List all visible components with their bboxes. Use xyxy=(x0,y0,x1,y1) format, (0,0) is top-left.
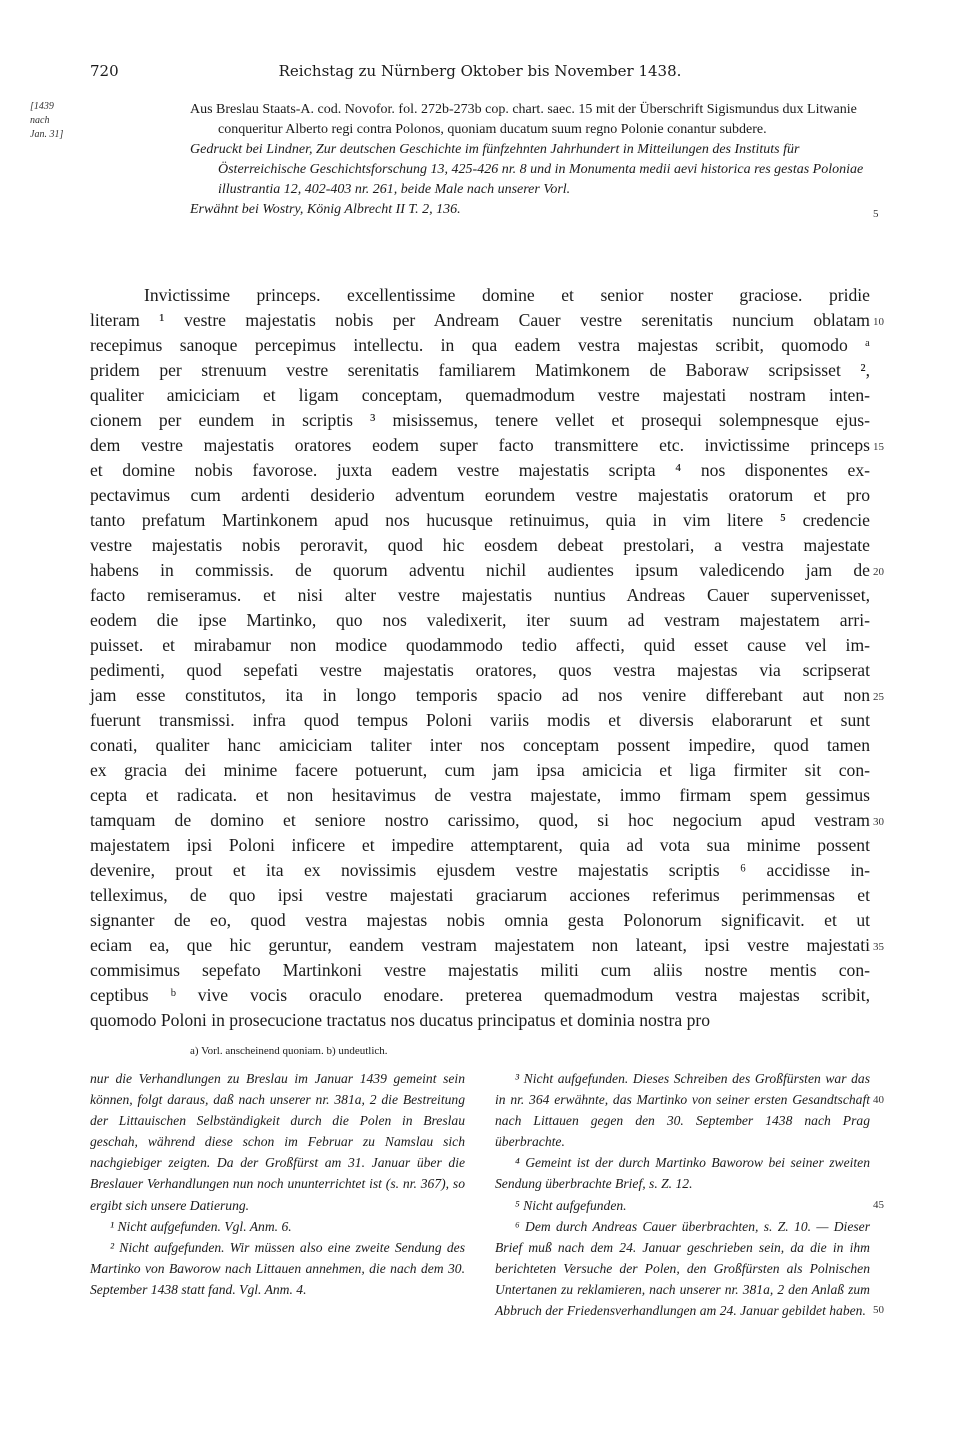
footnote: ³ Nicht aufgefunden. Dieses Schreiben des Großfürsten war das in nr. 364 erwähnte, das Martinko von seiner ersten Gesandtschaft nach Littauen gegen den 30. September 1438 nach Prag überbrachte. xyxy=(495,1071,870,1150)
text-line: ceptibus ᵇ vive vocis oraculo enodare. preterea quemadmodum vestra majestas scribit, xyxy=(90,985,870,1005)
source-manuscript: Aus Breslau Staats-A. cod. Novofor. fol. 272b-273b cop. chart. saec. 15 mit der Überschrift Sigismundus dux Litwanie conqueritur Alberto regi contra Polonos, quoniam ducatum suum regno Polonie conantur subdere. xyxy=(190,102,857,137)
main-text xyxy=(90,283,870,1033)
text-line: cionem per eundem in scriptis ³ misissemus, tenere vellet et prosequi solempnesque ejus- xyxy=(90,410,870,430)
margin-date-line: nach xyxy=(30,115,50,126)
margin-date-line: Jan. 31] xyxy=(30,129,64,140)
text-line: telleximus, de quo ipsi vestre majestati graciarum acciones referimus perimmensas et xyxy=(90,885,870,905)
footnote: nur die Verhandlungen zu Breslau im Januar 1439 gemeint sein können, folgt daraus, daß nach unserer nr. 381a, 2 die Bestreitung der Littauischen Selbständigkeit durch die Polen in Breslau geschah, während diese schon im Februar zu Namslau sich nachgiebiger zeigten. Da der Großfürst am 31. Januar über die Breslauer Verhandlungen nun noch ununterrichtet ist (s. nr. 367), so ergibt sich unsere Datierung. xyxy=(90,1071,465,1213)
footnotes-right-column xyxy=(495,1068,870,1321)
text-line: tamquam de domino et seniore nostro carissimo, quod, si hoc negocium apud vestram xyxy=(90,810,870,830)
text-line: tanto prefatum Martinkonem apud nos hucusque retinuimus, quia in vim litere ⁵ credencie xyxy=(90,510,870,530)
text-line: facto remiseramus. et nisi alter vestre majestatis nuntius Andreas Cauer supervenisset, xyxy=(90,585,870,605)
text-line: devenire, prout et ita ex novissimis ejusdem vestre majestatis scriptis ⁶ accidisse in- xyxy=(90,860,870,880)
line-number: 5 xyxy=(873,208,879,220)
footnote: ⁵ Nicht aufgefunden. xyxy=(515,1197,627,1213)
text-line: qualiter amiciciam et ligam conceptam, quemadmodum vestre majestati nostram inten- xyxy=(90,385,870,405)
margin-date xyxy=(30,100,88,142)
text-line: et domine nobis favorose. juxta eadem vestre majestatis scripta ⁴ nos disponentes ex- xyxy=(90,460,870,480)
source-printed: Gedruckt bei Lindner, Zur deutschen Geschichte im fünfzehnten Jahrhundert in Mitteilungen des Instituts für Österreichische Geschichtsforschung 13, 425-426 nr. 8 und in Monumenta medii aevi historica res gestas Poloniae illustrantia 12, 402-403 nr. 261, beide Male nach unserer Vorl. xyxy=(190,142,864,197)
text-line: quomodo Poloni in prosecucione tractatus nos ducatus principatus et dominia nostra pro xyxy=(90,1010,711,1030)
footnote: ² Nicht aufgefunden. Wir müssen also eine zweite Sendung des Martinko von Baworow nach Littauen annehmen, die nach dem 30. September 1438 statt fand. Vgl. Anm. 4. xyxy=(90,1239,465,1297)
text-line: Invictissime princeps. excellentissime domine et senior noster graciose. pridie xyxy=(144,285,870,305)
line-number: 15 xyxy=(873,441,884,453)
text-line: eciam ea, que hic geruntur, eandem vestram majestatem non lateant, ipsi vestre majestati xyxy=(90,935,870,955)
line-number: 10 xyxy=(873,316,884,328)
text-line: conati, qualiter hanc amiciciam taliter inter nos conceptam possent impedire, quod tamen xyxy=(90,735,870,755)
text-line: literam ¹ vestre majestatis nobis per Andream Cauer vestre serenitatis nuncium oblatam xyxy=(90,310,870,330)
line-number: 35 xyxy=(873,941,884,953)
text-line: signanter de eo, quod vestra majestas nobis omnia gesta Polonorum significavit. et ut xyxy=(90,910,870,930)
line-number: 25 xyxy=(873,691,884,703)
text-line: eodem die ipse Martinko, quo nos valedixerit, iter suum ad vestram majestatem arri- xyxy=(90,610,870,630)
footnote: ⁶ Dem durch Andreas Cauer überbrachten, s. Z. 10. — Dieser Brief muß nach dem 24. Januar geschrieben sein, da die in ihm berichteten Versuche der Polen, den Großfürsten als Polnischen Untertanen zu reklamieren, nach unserer nr. 381a, 2 den Anlaß zum Abbruch der Friedensverhandlungen am 24. Januar gebildet haben. xyxy=(495,1218,870,1319)
text-line: puisset. et mirabamur non modice quodammodo tedio affecti, quid esset cause vel im- xyxy=(90,635,870,655)
source-apparatus xyxy=(190,100,870,220)
line-number: 50 xyxy=(873,1304,884,1316)
textual-notes: a) Vorl. anscheinend quoniam. b) undeutlich. xyxy=(190,1045,388,1057)
running-title: Reichstag zu Nürnberg Oktober bis November 1438. xyxy=(278,62,682,80)
text-line: vestre majestatis nobis peroravit, quod hic eosdem debeat prestolari, a vestra majestate xyxy=(90,535,870,555)
text-line: pedimenti, quod sepefati vestre majestatis oratores, quos vestra majestas via scripserat xyxy=(90,660,870,680)
text-line: habens in commissis. de quorum adventu nichil audientes ipsum valedicendo jam de xyxy=(90,560,870,580)
text-line: ex gracia dei minime facere potuerunt, cum jam ipsa amicicia et liga firmiter sit con- xyxy=(90,760,870,780)
source-mentioned: Erwähnt bei Wostry, König Albrecht II T. 2, 136. xyxy=(190,202,461,217)
running-header xyxy=(0,62,960,86)
line-number: 20 xyxy=(873,566,884,578)
text-line: jam esse constitutos, ita in longo temporis spacio ad nos venire differebant aut non xyxy=(90,685,870,705)
footnote: ¹ Nicht aufgefunden. Vgl. Anm. 6. xyxy=(110,1218,292,1234)
text-line: pridem per strenuum vestre serenitatis familiarem Matimkonem de Baboraw scripsisset ², xyxy=(90,360,870,380)
line-number: 45 xyxy=(873,1199,884,1211)
text-line: commisimus sepefato Martinkoni vestre majestatis militi cum aliis nostre mentis con- xyxy=(90,960,870,980)
text-line: pectavimus cum ardenti desiderio adventum eorundem vestre majestatis oratorum et pro xyxy=(90,485,870,505)
text-line: recepimus sanoque percepimus intellectu. in qua eadem vestra majestas scribit, quomodo ᵃ xyxy=(90,335,870,355)
line-number: 30 xyxy=(873,816,884,828)
footnotes-left-column xyxy=(90,1068,465,1300)
footnote: ⁴ Gemeint ist der durch Martinko Baworow bei seiner zweiten Sendung überbrachte Brief, s. Z. 12. xyxy=(495,1155,870,1192)
text-line: majestatem ipsi Poloni inficere et impedire attemptarent, quia ad vota sua minime possent xyxy=(90,835,870,855)
text-line: fuerunt transmissi. infra quod tempus Poloni variis modis et diversis elaborarunt et sunt xyxy=(90,710,870,730)
text-line: cepta et radicata. et non hesitavimus de vestra majestate, immo firmam spem gessimus xyxy=(90,785,870,805)
line-number: 40 xyxy=(873,1094,884,1106)
text-line: dem vestre majestatis oratores eodem super facto transmittere etc. invictissime princeps xyxy=(90,435,870,455)
page-number: 720 xyxy=(90,62,119,80)
margin-date-line: [1439 xyxy=(30,101,54,112)
